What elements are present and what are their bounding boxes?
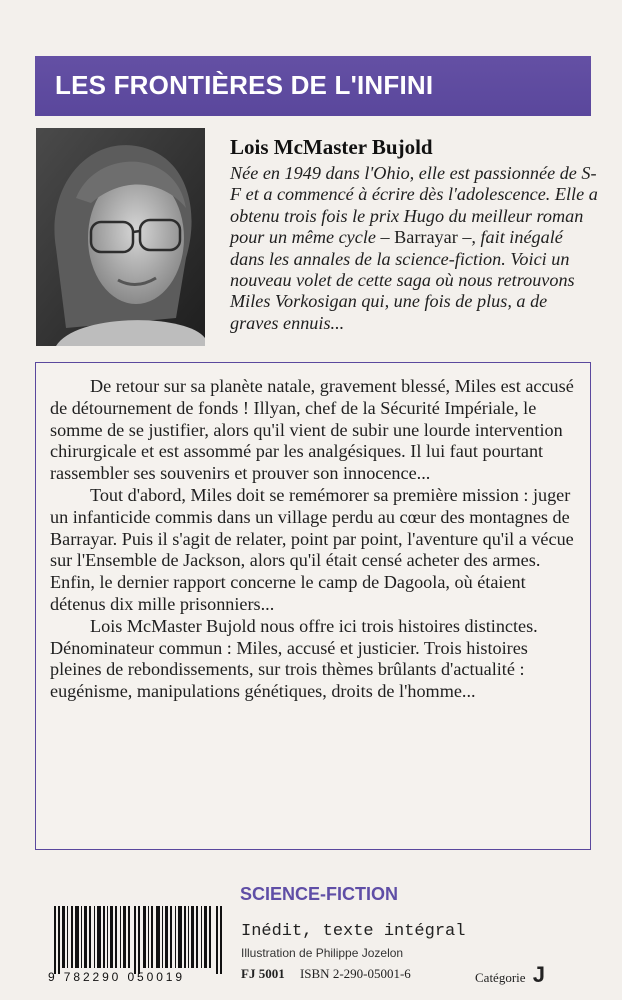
author-photo xyxy=(36,128,205,346)
summary-paragraph-2: Tout d'abord, Miles doit se remémorer sa première mission : juger un infanticide commis dans un village perdu au cœur des montagnes de Barrayar. Puis il s'agit de relater, point par point, l'aventure qu'il a vécue sur l'Ensemble de Jackson, alors qu'il était censé acheter des armes. Enfin, le dernier rapport concerne le camp de Dagoola, où étaient détenus dix mille prisonniers... xyxy=(50,484,574,614)
catalog-refs xyxy=(241,966,411,982)
author-name: Lois McMaster Bujold xyxy=(230,135,433,159)
edition-note: Inédit, texte intégral xyxy=(241,922,466,941)
summary xyxy=(50,376,580,703)
category xyxy=(475,962,545,988)
barcode-number: 9 782290 050019 xyxy=(48,970,185,984)
collection-label: SCIENCE-FICTION xyxy=(240,884,399,904)
catalog-code: FJ 5001 xyxy=(241,966,285,981)
illustration-credit: Illustration de Philippe Jozelon xyxy=(241,946,404,960)
title-band xyxy=(35,56,591,116)
category-letter: J xyxy=(532,962,546,987)
bio-text-1: Née en 1949 dans l'Ohio, elle est passionnée de S-F et a commencé à écrire dès l'adolescence. Elle a obtenu trois fois le prix Hugo du meilleur roman pour un même cycle – xyxy=(230,163,598,248)
summary-paragraph-1: De retour sur sa planète natale, gravement blessé, Miles est accusé de détournement de fonds ! Illyan, chef de la Sécurité Impériale, le somme de se justifier, alors qu'il vient de subir une lourde intervention chirurgicale et est assommé par les analgésiques. Il lui faut pourtant rassembler ses souvenirs et prouver son innocence... xyxy=(50,376,574,484)
isbn: ISBN 2-290-05001-6 xyxy=(299,966,411,981)
barcode xyxy=(54,906,222,974)
bio-series-name: Barrayar xyxy=(394,227,458,248)
summary-paragraph-3: Lois McMaster Bujold nous offre ici trois histoires distinctes. Dénominateur commun : Miles, accusé et justicier. Trois histoires pleines de rebondissements, sur trois thèmes brûlants d'actualité : eugénisme, manipulations génétiques, droits de l'homme... xyxy=(50,615,538,702)
book-title: LES FRONTIÈRES DE L'INFINI xyxy=(55,70,434,100)
bio-text-2: –, fait inégalé dans les annales de la science-fiction. Voici un nouveau volet de cette saga où nous retrouvons Miles Vorkosigan qui, une fois de plus, a de graves ennuis... xyxy=(230,227,575,333)
author-bio xyxy=(230,163,600,334)
category-label: Catégorie xyxy=(475,970,526,985)
